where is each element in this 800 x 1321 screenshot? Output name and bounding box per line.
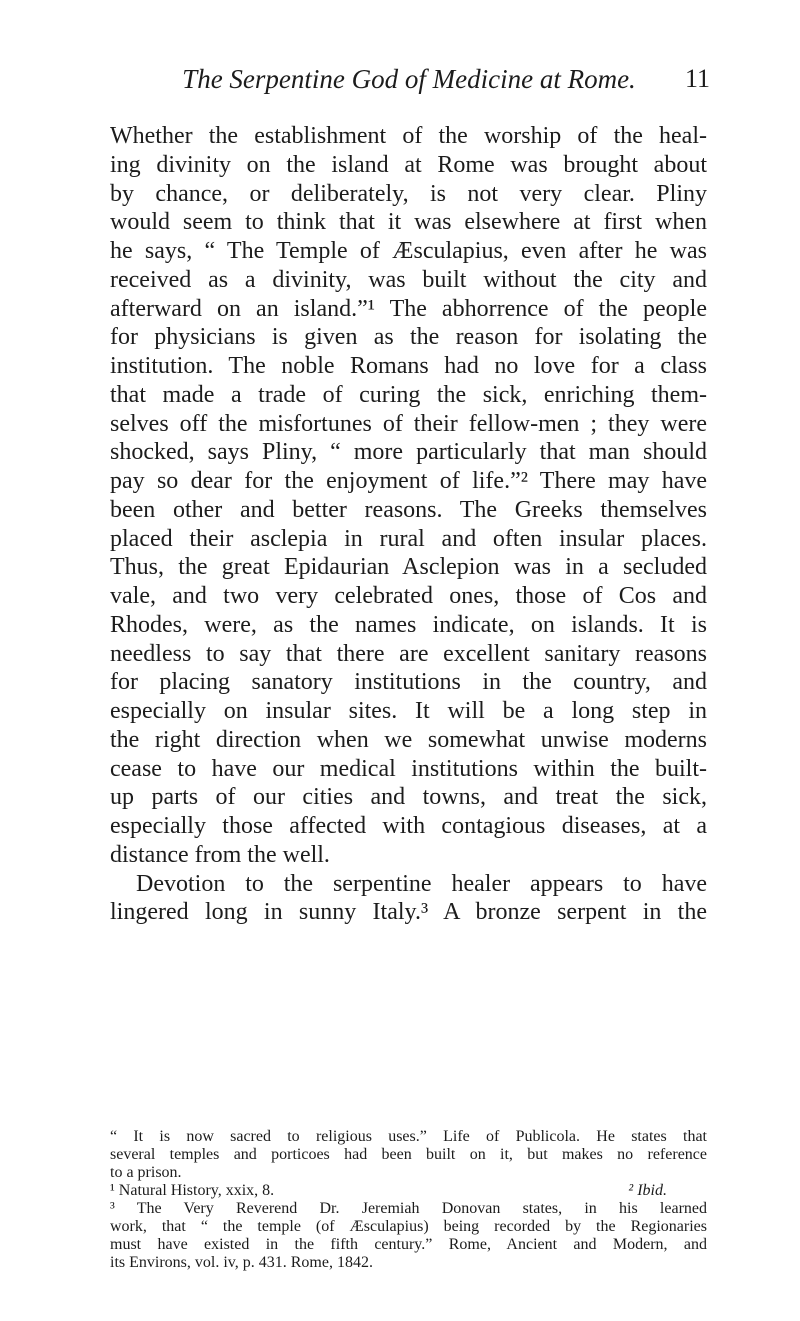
footnote-line: must have existed in the fifth century.” Rome, Ancient and Modern, and: [110, 1236, 707, 1253]
footnote-line: [110, 1182, 707, 1200]
text-line: vale, and two very celebrated ones, those of Cos and: [110, 583, 707, 609]
footnote-line: ³ The Very Reverend Dr. Jeremiah Donovan states, in his learned: [110, 1200, 707, 1217]
text-line: that made a trade of curing the sick, enriching them-: [110, 381, 707, 408]
text-line: especially those affected with contagious diseases, at a: [110, 813, 707, 839]
text-line: ing divinity on the island at Rome was brought about: [110, 151, 707, 178]
text-line: Thus, the great Epidaurian Asclepion was in a secluded: [110, 554, 707, 581]
footnote-line: “ It is now sacred to religious uses.” Life of Publicola. He states that: [110, 1128, 707, 1145]
text-line: lingered long in sunny Italy.³ A bronze serpent in the: [110, 899, 707, 926]
text-line: been other and better reasons. The Greeks themselves: [110, 496, 707, 523]
text-line: for physicians is given as the reason for isolating the: [110, 324, 707, 351]
running-head: [108, 62, 710, 96]
text-line: Whether the establishment of the worship of the heal-: [110, 123, 707, 149]
page-number: 11: [684, 64, 710, 93]
body-text: [110, 122, 707, 927]
text-line: by chance, or deliberately, is not very clear. Pliny: [110, 180, 707, 207]
footnote-natural-history: ¹ Natural History, xxix, 8.: [110, 1182, 275, 1199]
running-title: The Serpentine God of Medicine at Rome.: [182, 64, 636, 94]
footnotes: [110, 1128, 707, 1272]
text-line: shocked, says Pliny, “ more particularly that man should: [110, 439, 707, 466]
text-line: institution. The noble Romans had no love for a class: [110, 353, 707, 379]
text-line: the right direction when we somewhat unwise moderns: [110, 726, 707, 753]
footnote-line: work, that “ the temple (of Æsculapius) being recorded by the Regionaries: [110, 1218, 707, 1235]
text-line: especially on insular sites. It will be a long step in: [110, 698, 707, 724]
footnote-line: its Environs, vol. iv, p. 431. Rome, 1842.: [110, 1254, 373, 1271]
text-line: up parts of our cities and towns, and treat the sick,: [110, 784, 707, 811]
footnote-line: several temples and porticoes had been built on it, but makes no reference: [110, 1146, 707, 1163]
text-line: received as a divinity, was built without the city and: [110, 266, 707, 293]
text-line: would seem to think that it was elsewhere at first when: [110, 209, 707, 236]
text-line: placed their asclepia in rural and often insular places.: [110, 525, 707, 552]
text-line: he says, “ The Temple of Æsculapius, even after he was: [110, 238, 707, 264]
text-line: for placing sanatory institutions in the country, and: [110, 669, 707, 696]
footnote-ibid: ² Ibid.: [628, 1182, 667, 1199]
text-line: Devotion to the serpentine healer appears to have: [136, 870, 707, 897]
text-line: distance from the well.: [110, 841, 330, 868]
text-line: afterward on an island.”¹ The abhorrence of the people: [110, 295, 707, 322]
text-line: needless to say that there are excellent sanitary reasons: [110, 640, 707, 667]
footnote-line: to a prison.: [110, 1164, 182, 1181]
text-line: pay so dear for the enjoyment of life.”² There may have: [110, 468, 707, 494]
text-line: Rhodes, were, as the names indicate, on islands. It is: [110, 611, 707, 638]
text-line: selves off the misfortunes of their fellow-men ; they were: [110, 410, 707, 437]
text-line: cease to have our medical institutions within the built-: [110, 755, 707, 782]
